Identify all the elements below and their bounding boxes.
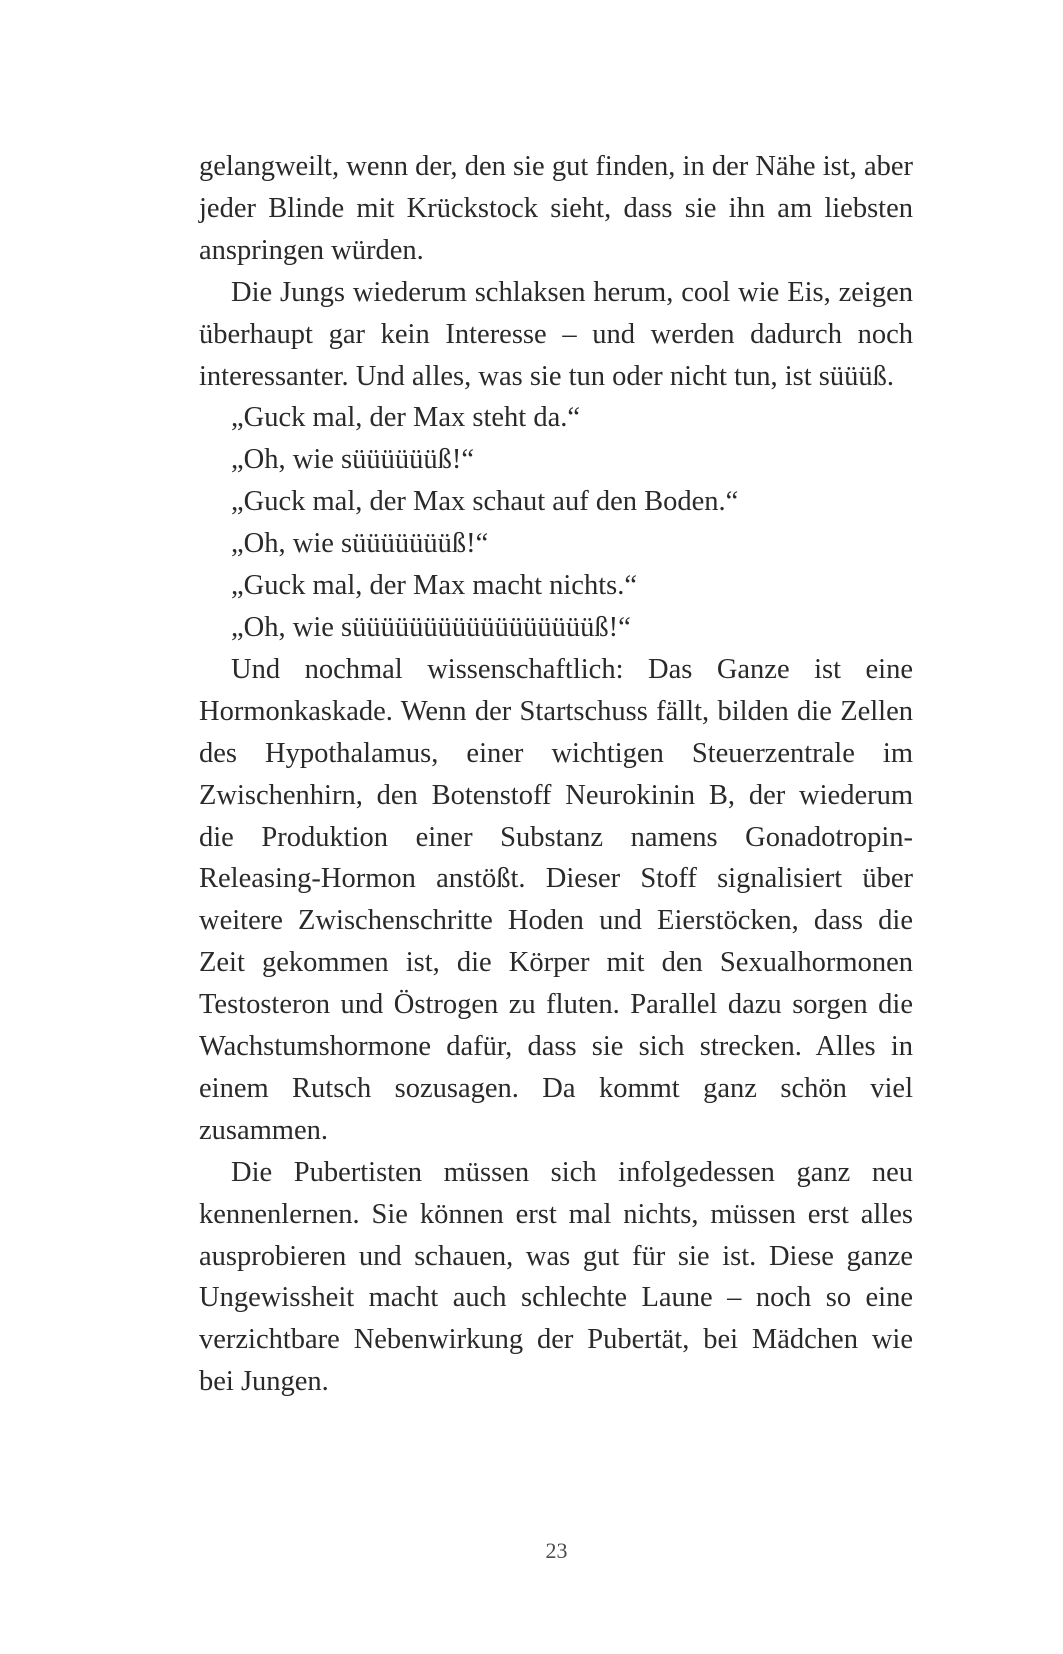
- page-number: 23: [545, 1538, 568, 1563]
- body-text: [199, 146, 913, 1403]
- paragraph: gelangweilt, wenn der, den sie gut finden, in der Nähe ist, aber jeder Blinde mit Krückstock sieht, dass sie ihn am liebsten anspringen würden.: [199, 151, 913, 266]
- paragraph: Die Pubertisten müssen sich infolgedessen ganz neu kennenlernen. Sie können erst mal nichts, müssen erst alles ausprobieren und schauen, was gut für sie ist. Diese ganze Ungewissheit macht auch schlechte Laune – noch so eine verzichtbare Nebenwirkung der Pubertät, bei Mädchen wie bei Jungen.: [199, 1156, 913, 1398]
- dialog-line: „Oh, wie süüüüüüß!“: [231, 444, 474, 476]
- dialog-line: „Oh, wie süüüüüüüß!“: [231, 528, 489, 560]
- dialog-line: „Guck mal, der Max steht da.“: [231, 402, 580, 434]
- paragraph: Die Jungs wiederum schlaksen herum, cool wie Eis, zeigen überhaupt gar kein Interesse – und werden dadurch noch interessanter. Und alles, was sie tun oder nicht tun, ist süüüß.: [199, 276, 913, 392]
- dialog-line: „Guck mal, der Max macht nichts.“: [231, 570, 637, 602]
- dialog-line: „Oh, wie süüüüüüüüüüüüüüüüüß!“: [231, 611, 631, 643]
- paragraph: Und nochmal wissenschaftlich: Das Ganze ist eine Hormonkaskade. Wenn der Startschuss fällt, bilden die Zellen des Hypothalamus, einer wichtigen Steuerzentrale im Zwischenhirn, den Botenstoff Neurokinin B, der wiederum die Produktion einer Substanz namens Gonadotropin-Releasing-Hormon anstößt. Dieser Stoff signalisiert über weitere Zwischenschritte Hoden und Eierstöcken, dass die Zeit gekommen ist, die Körper mit den Sexualhormonen Testosteron und Östrogen zu fluten. Parallel dazu sorgen die Wachstumshormone dafür, dass sie sich strecken. Alles in einem Rutsch sozusagen. Da kommt ganz schön viel zusammen.: [199, 653, 913, 1146]
- dialog-line: „Guck mal, der Max schaut auf den Boden.“: [231, 486, 739, 518]
